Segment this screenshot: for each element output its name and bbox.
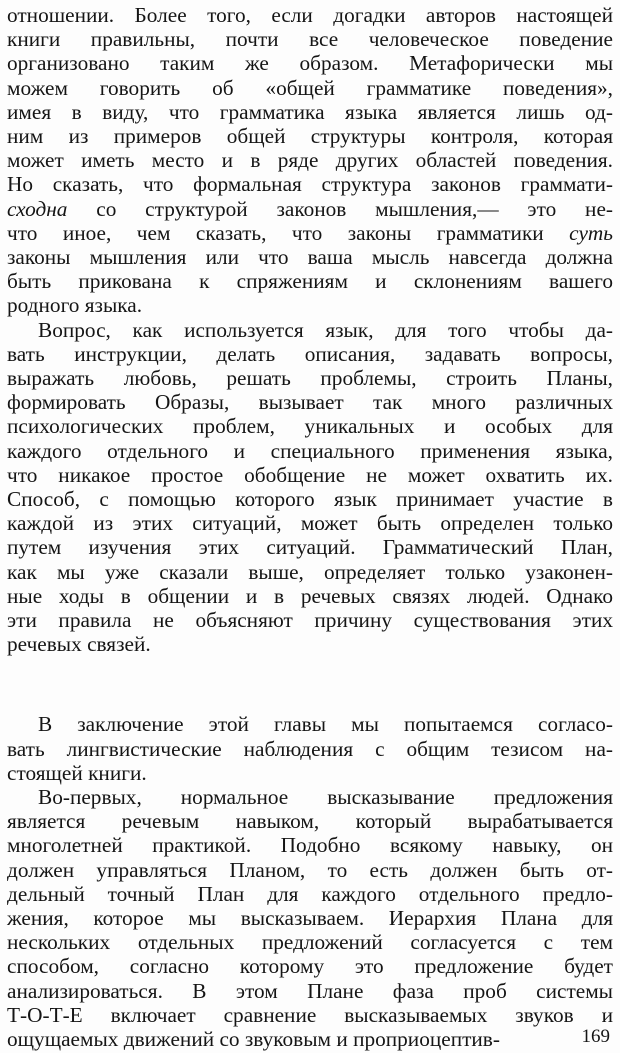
text-line: каждого отдельного и специального применения языка, <box>7 438 613 463</box>
text-line: родного языка. <box>7 293 143 318</box>
text-line: психологических проблем, уникальных и особых для <box>7 414 613 439</box>
text-line: Т-О-Т-Е включает сравнение высказываемых звуков и <box>7 1002 613 1027</box>
text-line: можем говорить об «общей грамматике поведения», <box>7 75 613 100</box>
text-line-with-italic <box>7 197 613 221</box>
text-line: дельный точный План для каждого отдельного предло- <box>7 881 613 906</box>
text-line: многолетней практикой. Подобно всякому навыку, он <box>7 833 613 858</box>
text-line: каждой из этих ситуаций, может быть определен только <box>7 511 613 536</box>
text-line: вать инструкции, делать описания, задавать вопросы, <box>7 341 613 366</box>
text-line: Во-первых, нормальное высказывание предложения <box>38 785 613 809</box>
text-segment: что иное, чем сказать, что законы грамматики <box>7 220 570 245</box>
page-number: 169 <box>581 1026 610 1047</box>
text-line: имея в виду, что грамматика языка является лишь од- <box>7 99 613 124</box>
text-line: нескольких отдельных предложений согласуется с тем <box>7 930 613 955</box>
text-segment: со структурой законов мышления,— это не- <box>67 196 613 221</box>
text-line: ные ходы в общении и в речевых связях людей. Однако <box>7 583 613 608</box>
text-line: может иметь место и в ряде других областей поведения. <box>7 148 613 173</box>
text-line: является речевым навыком, который вырабатывается <box>7 809 613 834</box>
text-line: быть прикована к спряжениям и склонениям вашего <box>7 269 613 294</box>
text-line: жения, которое мы высказываем. Иерархия Плана для <box>7 906 613 930</box>
text-line: В заключение этой главы мы попытаемся согласо- <box>38 712 613 737</box>
italic-word: суть <box>569 220 613 245</box>
text-line: Вопрос, как используется язык, для того чтобы да- <box>38 317 613 342</box>
text-line: способом, согласно которому это предложение будет <box>7 954 613 979</box>
text-line: законы мышления или что ваша мысль навсегда должна <box>7 245 613 269</box>
text-line: Способ, с помощью которого язык принимает участие в <box>7 487 613 511</box>
text-line: должен управляться Планом, то есть должен быть от- <box>7 857 613 882</box>
text-line: вать лингвистические наблюдения с общим тезисом на- <box>7 736 613 761</box>
text-line: как мы уже сказали выше, определяет только узаконен- <box>7 559 613 584</box>
text-line: анализироваться. В этом Плане фаза проб системы <box>7 978 613 1003</box>
text-line: стоящей книги. <box>7 760 147 785</box>
text-line: путем изучения этих ситуаций. Грамматический План, <box>7 535 613 560</box>
text-line: Но сказать, что формальная структура законов граммати- <box>7 172 613 197</box>
text-line: эти правила не объясняют причину существования этих <box>7 608 613 632</box>
text-line: ощущаемых движений со звуковым и проприоцептив- <box>7 1027 500 1051</box>
italic-word: сходна <box>7 196 68 221</box>
text-line: организовано таким же образом. Метафорически мы <box>7 51 613 76</box>
text-line: выражать любовь, решать проблемы, строить Планы, <box>7 366 613 390</box>
text-line-with-italic <box>7 221 613 245</box>
text-line: речевых связей. <box>7 632 151 657</box>
text-line: что никакое простое обобщение не может охватить их. <box>7 462 613 487</box>
text-line: ним из примеров общей структуры контроля, которая <box>7 124 613 148</box>
text-line: отношении. Более того, если догадки авторов настоящей <box>7 3 613 27</box>
text-line: книги правильны, почти все человеческое поведение <box>7 27 613 52</box>
text-line: формировать Образы, вызывает так много различных <box>7 390 613 415</box>
